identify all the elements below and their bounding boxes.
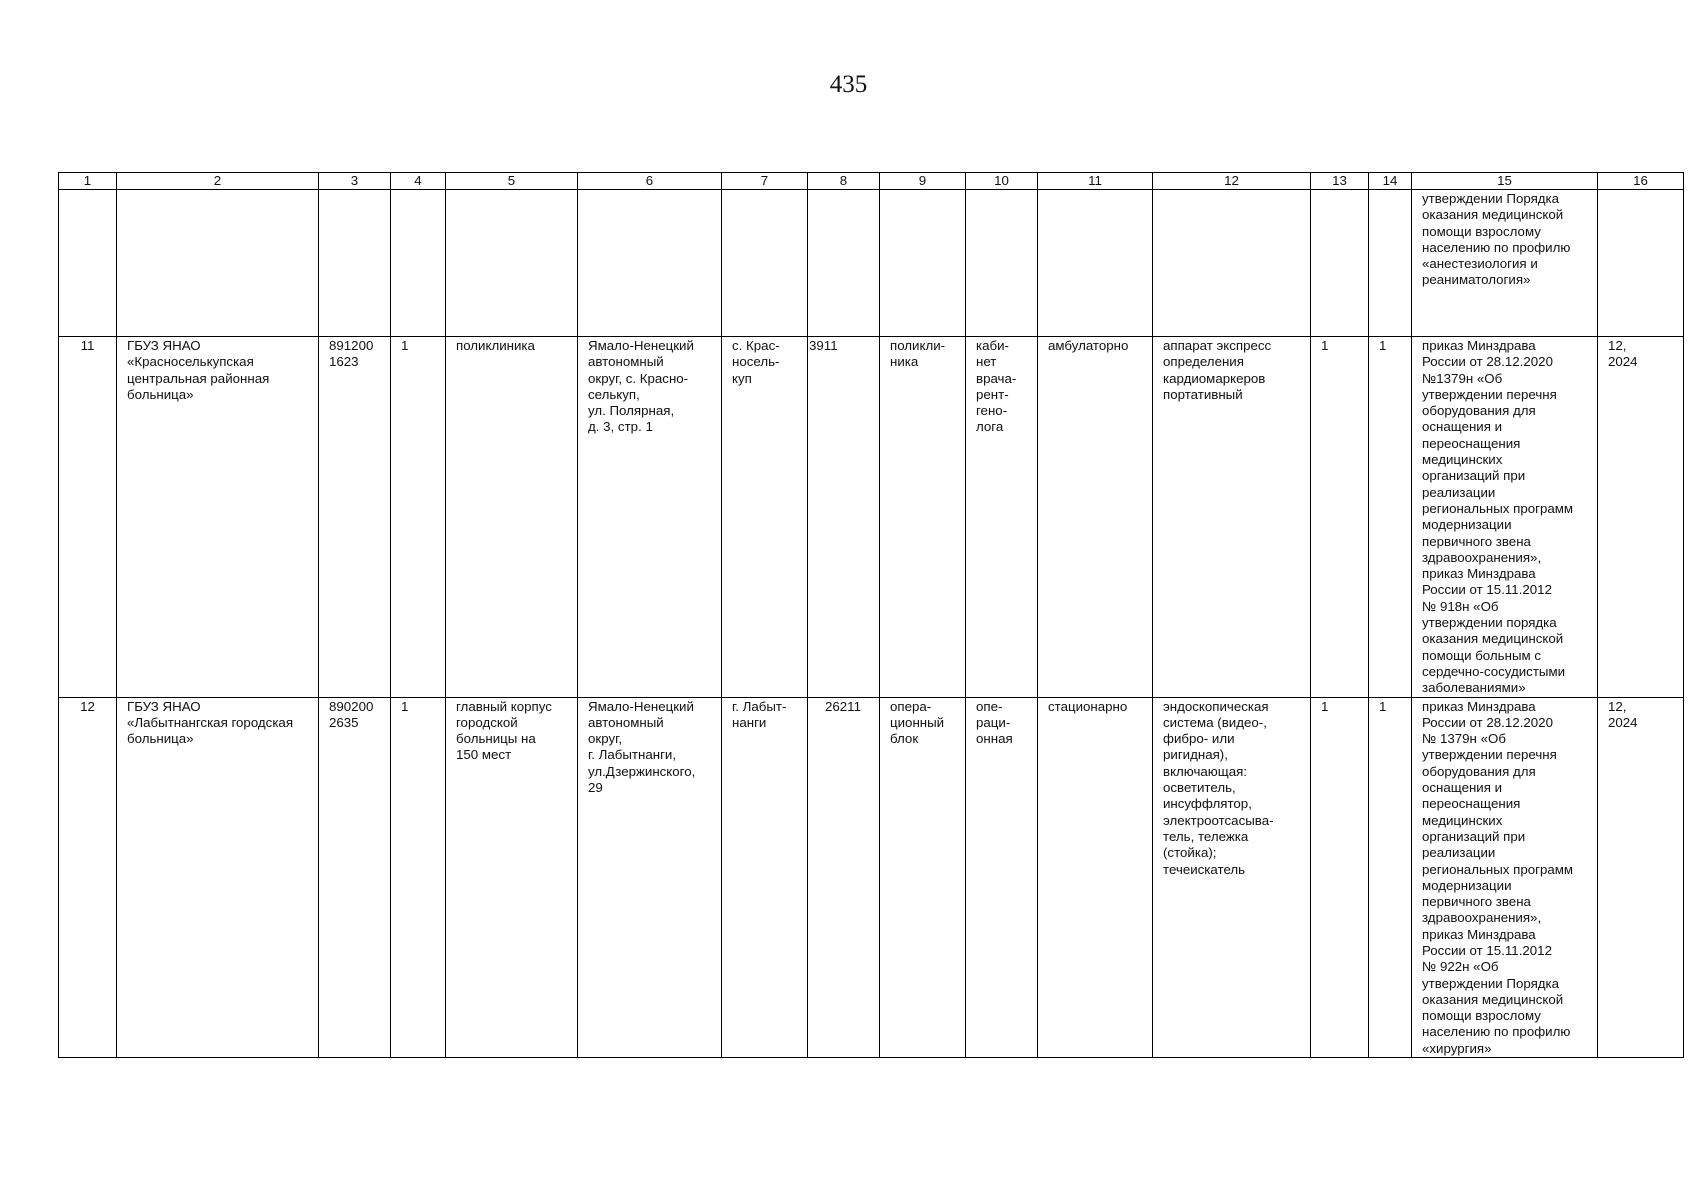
room-cell: опе- раци- онная: [966, 697, 1038, 1058]
area-code-cell: 26211: [808, 697, 880, 1058]
column-number: 8: [808, 173, 880, 190]
institution-cell: ГБУЗ ЯНАО «Красноселькупская центральная районная больница»: [117, 337, 319, 698]
legal-basis-cell: приказ Минздрава России от 28.12.2020 №1379н «Об утверждении перечня оборудования для оснащения и переоснащения медицинских организаций при реализации региональных программ модернизации первичного звена здравоохранения», приказ Минздрава России от 15.11.2012 № 918н «Об утверждении порядка оказания медицинской помощи больным с сердечно-сосудистыми заболеваниями»: [1412, 337, 1598, 698]
institution-cell: ГБУЗ ЯНАО «Лабытнангская городская больница»: [117, 697, 319, 1058]
empty-cell: [722, 190, 808, 337]
column-number: 6: [578, 173, 722, 190]
row-number-cell: 11: [59, 337, 117, 698]
table-row: [59, 697, 1684, 1058]
quantity-cell: 1: [1369, 337, 1412, 698]
unit-cell: поликли- ника: [880, 337, 966, 698]
column-number: 15: [1412, 173, 1598, 190]
column-number: 11: [1038, 173, 1153, 190]
row-number-cell: 12: [59, 697, 117, 1058]
unit-cell: опера- ционный блок: [880, 697, 966, 1058]
building-cell: главный корпус городской больницы на 150 мест: [446, 697, 578, 1058]
empty-cell: [446, 190, 578, 337]
quantity-cell: 1: [1369, 697, 1412, 1058]
empty-cell: [319, 190, 391, 337]
column-number: 1: [59, 173, 117, 190]
empty-cell: [1038, 190, 1153, 337]
care-type-cell: стационарно: [1038, 697, 1153, 1058]
column-number: 5: [446, 173, 578, 190]
empty-cell: [966, 190, 1038, 337]
area-code-cell: 3911: [808, 337, 880, 698]
equipment-table: [58, 172, 1684, 1058]
column-number: 13: [1311, 173, 1369, 190]
column-number-row: [59, 173, 1684, 190]
quantity-cell: 1: [1311, 337, 1369, 698]
empty-cell: [59, 190, 117, 337]
empty-cell: [808, 190, 880, 337]
locality-cell: г. Лабыт- нанги: [722, 697, 808, 1058]
period-cell: 12, 2024: [1598, 697, 1684, 1058]
empty-cell: [117, 190, 319, 337]
empty-cell: [1369, 190, 1412, 337]
empty-cell: [880, 190, 966, 337]
equipment-cell: аппарат экспресс определения кардиомаркеров портативный: [1153, 337, 1311, 698]
locality-cell: с. Крас- носель- куп: [722, 337, 808, 698]
continuation-row: [59, 190, 1684, 337]
column-number: 7: [722, 173, 808, 190]
column-number: 2: [117, 173, 319, 190]
empty-cell: [1153, 190, 1311, 337]
column-number: 9: [880, 173, 966, 190]
column-number: 14: [1369, 173, 1412, 190]
column-number: 4: [391, 173, 446, 190]
column-number: 10: [966, 173, 1038, 190]
empty-cell: [1598, 190, 1684, 337]
empty-cell: [578, 190, 722, 337]
column-number: 16: [1598, 173, 1684, 190]
building-cell: поликлиника: [446, 337, 578, 698]
table-row: [59, 337, 1684, 698]
column-number: 12: [1153, 173, 1311, 190]
inn-cell: 891200 1623: [319, 337, 391, 698]
column-number: 3: [319, 173, 391, 190]
legal-basis-cell: утверждении Порядка оказания медицинской помощи взрослому населению по профилю «анестезиология и реаниматология»: [1412, 190, 1598, 337]
inn-cell: 890200 2635: [319, 697, 391, 1058]
legal-basis-cell: приказ Минздрава России от 28.12.2020 № 1379н «Об утверждении перечня оборудования для оснащения и переоснащения медицинских организаций при реализации региональных программ модернизации первичного звена здравоохранения», приказ Минздрава России от 15.11.2012 № 922н «Об утверждении Порядка оказания медицинской помощи взрослому населению по профилю «хирургия»: [1412, 697, 1598, 1058]
quantity-cell: 1: [1311, 697, 1369, 1058]
count-cell: 1: [391, 697, 446, 1058]
address-cell: Ямало-Ненецкий автономный округ, г. Лабытнанги, ул.Дзержинского, 29: [578, 697, 722, 1058]
empty-cell: [391, 190, 446, 337]
care-type-cell: амбулаторно: [1038, 337, 1153, 698]
page-number: 435: [829, 71, 868, 98]
room-cell: каби- нет врача- рент- гено- лога: [966, 337, 1038, 698]
count-cell: 1: [391, 337, 446, 698]
empty-cell: [1311, 190, 1369, 337]
period-cell: 12, 2024: [1598, 337, 1684, 698]
address-cell: Ямало-Ненецкий автономный округ, с. Красно- селькуп, ул. Полярная, д. 3, стр. 1: [578, 337, 722, 698]
equipment-cell: эндоскопическая система (видео-, фибро- или ригидная), включающая: осветитель, инсуффлятор, электроотсасыва- тель, тележка (стойка); течеискатель: [1153, 697, 1311, 1058]
